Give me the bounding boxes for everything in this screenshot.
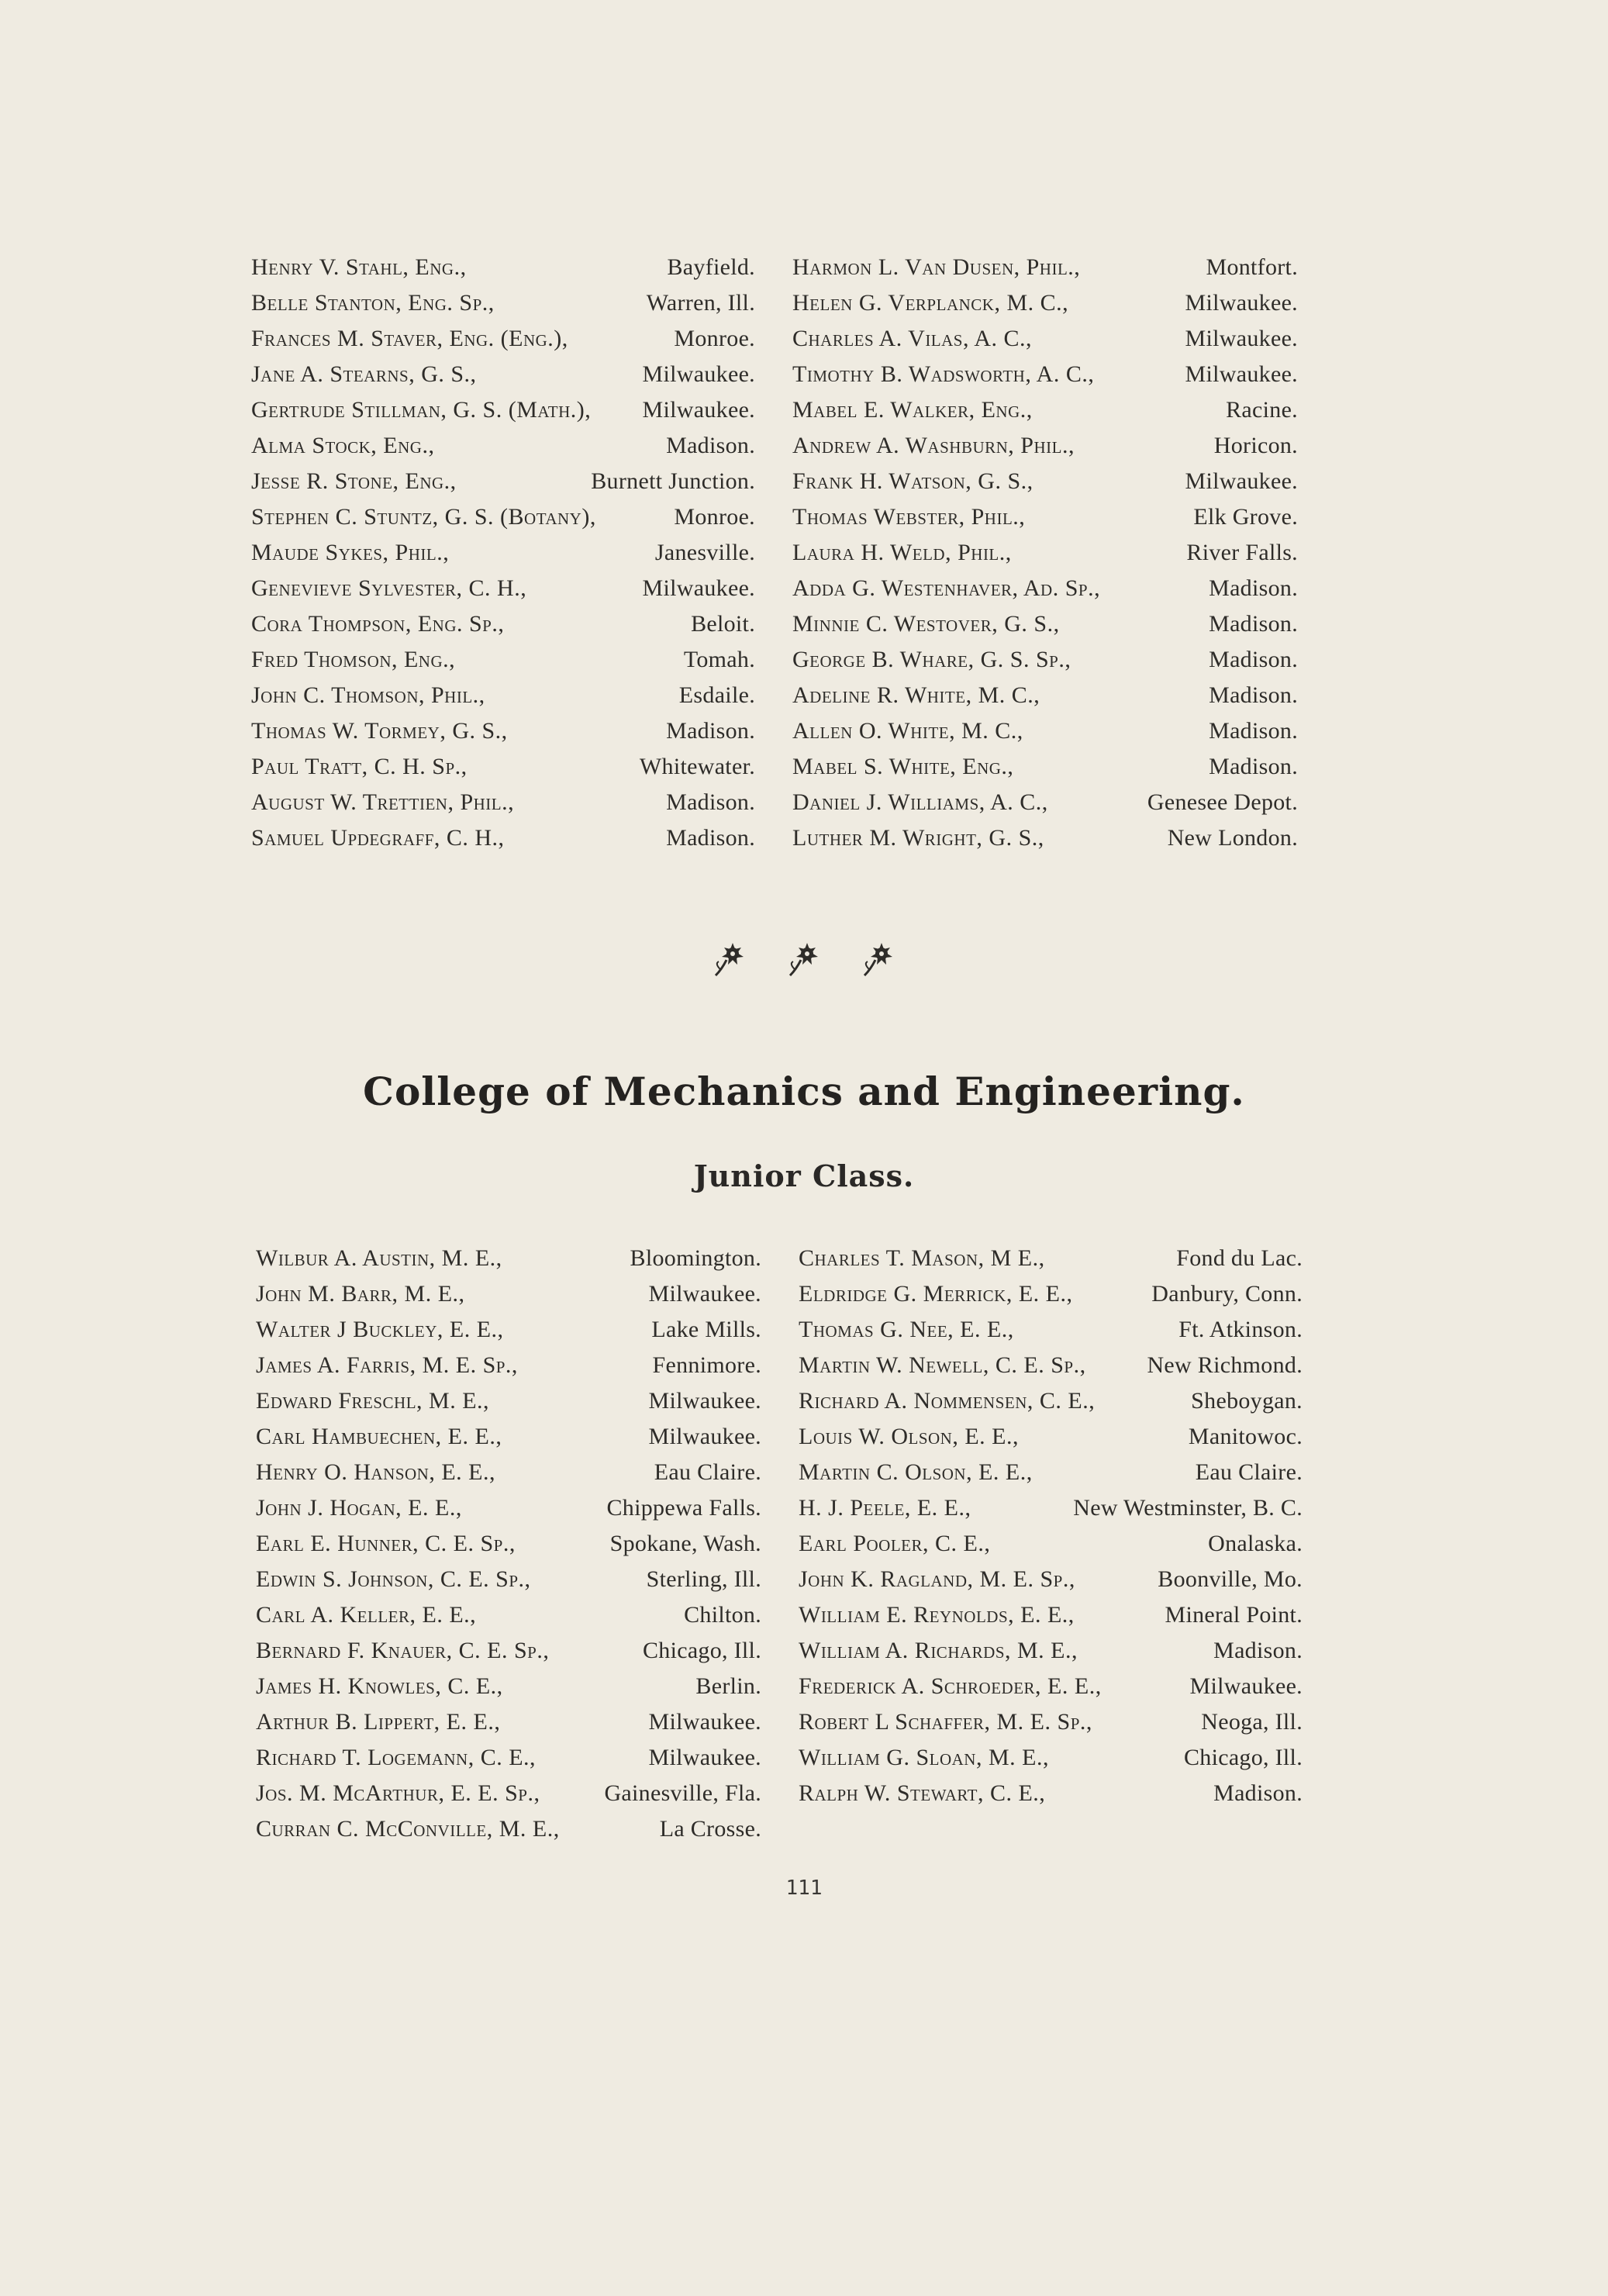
list-item (251, 642, 755, 678)
student-name: Eldridge G. Merrick, E. E., (799, 1281, 1073, 1307)
list-item (792, 678, 1298, 713)
student-hometown: Madison. (1209, 754, 1298, 779)
list-item (256, 1633, 761, 1669)
list-item (799, 1419, 1303, 1455)
student-hometown: Fond du Lac. (1176, 1245, 1303, 1271)
list-item (799, 1455, 1303, 1490)
list-item (792, 428, 1298, 464)
student-name: William G. Sloan, M. E., (799, 1745, 1049, 1770)
list-item (256, 1276, 761, 1312)
student-hometown: Ft. Atkinson. (1178, 1317, 1303, 1342)
student-hometown: Madison. (1213, 1638, 1303, 1663)
student-column-left (256, 1241, 761, 1847)
student-name: Wilbur A. Austin, M. E., (256, 1245, 502, 1271)
student-hometown: Madison. (666, 433, 755, 458)
student-name: Harmon L. Van Dusen, Phil., (792, 254, 1081, 280)
student-hometown: Milwaukee. (648, 1388, 761, 1414)
list-item (251, 464, 755, 499)
student-hometown: Lake Mills. (651, 1317, 761, 1342)
student-name: John C. Thomson, Phil., (251, 682, 485, 708)
student-name: Frederick A. Schroeder, E. E., (799, 1673, 1102, 1699)
student-name: Luther M. Wright, G. S., (792, 825, 1044, 851)
student-name: Alma Stock, Eng., (251, 433, 435, 458)
student-name: Frances M. Staver, Eng. (Eng.), (251, 326, 568, 351)
list-item (256, 1419, 761, 1455)
floral-fleuron-icon (784, 940, 824, 980)
list-item (251, 321, 755, 357)
list-item (251, 606, 755, 642)
student-column-right (799, 1241, 1303, 1811)
student-hometown: Madison. (1209, 682, 1298, 708)
list-item (256, 1776, 761, 1811)
student-hometown: Milwaukee. (1185, 468, 1298, 494)
student-name: Fred Thomson, Eng., (251, 647, 456, 672)
student-hometown: Racine. (1226, 397, 1298, 423)
student-hometown: Monroe. (674, 326, 755, 351)
list-item (792, 713, 1298, 749)
student-name: Earl Pooler, C. E., (799, 1531, 991, 1556)
list-item (799, 1669, 1303, 1704)
student-hometown: Eau Claire. (1195, 1459, 1303, 1485)
list-item (792, 535, 1298, 571)
list-item (799, 1276, 1303, 1312)
class-title: Junior Class. (693, 1158, 915, 1193)
student-name: Cora Thompson, Eng. Sp., (251, 611, 505, 637)
student-hometown: New London. (1167, 825, 1298, 851)
student-name: Richard A. Nommensen, C. E., (799, 1388, 1096, 1414)
student-hometown: Montfort. (1206, 254, 1298, 280)
list-item (799, 1740, 1303, 1776)
student-name: Frank H. Watson, G. S., (792, 468, 1033, 494)
student-hometown: Milwaukee. (642, 397, 755, 423)
student-name: Robert L Schaffer, M. E. Sp., (799, 1709, 1092, 1735)
student-hometown: Sterling, Ill. (646, 1566, 761, 1592)
floral-fleuron-icon (858, 940, 899, 980)
student-name: Henry V. Stahl, Eng., (251, 254, 467, 280)
list-item (792, 250, 1298, 285)
student-hometown: Janesville. (654, 540, 755, 565)
student-name: Allen O. White, M. C., (792, 718, 1023, 744)
section-title: College of Mechanics and Engineering. (363, 1069, 1245, 1114)
student-hometown: Milwaukee. (642, 575, 755, 601)
student-name: Ralph W. Stewart, C. E., (799, 1780, 1046, 1806)
list-item (256, 1811, 761, 1847)
student-hometown: Madison. (1209, 718, 1298, 744)
student-hometown: New Richmond. (1147, 1352, 1303, 1378)
student-name: Helen G. Verplanck, M. C., (792, 290, 1069, 316)
student-name: Paul Tratt, C. H. Sp., (251, 754, 468, 779)
student-hometown: Chicago, Ill. (1183, 1745, 1303, 1770)
list-item (792, 285, 1298, 321)
student-hometown: Esdaile. (678, 682, 755, 708)
student-hometown: Warren, Ill. (646, 290, 755, 316)
list-item (251, 820, 755, 856)
student-hometown: Chicago, Ill. (642, 1638, 761, 1663)
list-item (256, 1312, 761, 1348)
student-name: Thomas W. Tormey, G. S., (251, 718, 508, 744)
list-item (256, 1597, 761, 1633)
list-item (251, 749, 755, 785)
list-item (256, 1490, 761, 1526)
student-name: Charles A. Vilas, A. C., (792, 326, 1032, 351)
student-name: Carl A. Keller, E. E., (256, 1602, 477, 1628)
list-item (799, 1312, 1303, 1348)
list-item (792, 357, 1298, 392)
student-list-continued (251, 250, 1298, 870)
student-hometown: Madison. (1209, 647, 1298, 672)
student-name: Mabel S. White, Eng., (792, 754, 1014, 779)
list-item (799, 1526, 1303, 1562)
student-name: Daniel J. Williams, A. C., (792, 789, 1048, 815)
student-hometown: Milwaukee. (648, 1424, 761, 1449)
ornament-divider (0, 940, 1608, 986)
list-item (792, 571, 1298, 606)
student-name: Edwin S. Johnson, C. E. Sp., (256, 1566, 531, 1592)
junior-class-list (256, 1241, 1303, 1853)
student-name: H. J. Peele, E. E., (799, 1495, 971, 1521)
list-item (251, 499, 755, 535)
student-name: Timothy B. Wadsworth, A. C., (792, 361, 1095, 387)
student-hometown: Chilton. (684, 1602, 761, 1628)
student-name: John J. Hogan, E. E., (256, 1495, 462, 1521)
student-name: Adeline R. White, M. C., (792, 682, 1040, 708)
list-item (256, 1348, 761, 1383)
list-item (256, 1383, 761, 1419)
student-column-left (251, 250, 755, 856)
list-item (251, 713, 755, 749)
list-item (799, 1776, 1303, 1811)
student-hometown: Horicon. (1213, 433, 1298, 458)
student-name: Laura H. Weld, Phil., (792, 540, 1012, 565)
student-name: Edward Freschl, M. E., (256, 1388, 490, 1414)
list-item (799, 1383, 1303, 1419)
student-hometown: Milwaukee. (648, 1745, 761, 1770)
student-hometown: Genesee Depot. (1147, 789, 1298, 815)
student-hometown: Mineral Point. (1165, 1602, 1303, 1628)
list-item (792, 464, 1298, 499)
student-name: Charles T. Mason, M E., (799, 1245, 1045, 1271)
student-name: James H. Knowles, C. E., (256, 1673, 503, 1699)
student-name: Genevieve Sylvester, C. H., (251, 575, 527, 601)
student-hometown: Boonville, Mo. (1158, 1566, 1303, 1592)
list-item (799, 1597, 1303, 1633)
list-item (792, 785, 1298, 820)
student-hometown: Bayfield. (667, 254, 755, 280)
list-item (251, 785, 755, 820)
student-name: Stephen C. Stuntz, G. S. (Botany), (251, 504, 596, 530)
list-item (251, 392, 755, 428)
student-hometown: Madison. (666, 718, 755, 744)
list-item (799, 1562, 1303, 1597)
student-name: Earl E. Hunner, C. E. Sp., (256, 1531, 516, 1556)
list-item (792, 321, 1298, 357)
student-hometown: Milwaukee. (648, 1281, 761, 1307)
student-hometown: Bloomington. (630, 1245, 761, 1271)
student-name: Samuel Updegraff, C. H., (251, 825, 505, 851)
student-name: August W. Trettien, Phil., (251, 789, 515, 815)
student-name: Louis W. Olson, E. E., (799, 1424, 1020, 1449)
student-hometown: Tomah. (683, 647, 755, 672)
list-item (799, 1704, 1303, 1740)
student-hometown: Danbury, Conn. (1151, 1281, 1303, 1307)
student-name: Thomas Webster, Phil., (792, 504, 1026, 530)
student-hometown: Madison. (1209, 611, 1298, 637)
list-item (256, 1455, 761, 1490)
list-item (256, 1526, 761, 1562)
student-hometown: Milwaukee. (1185, 326, 1298, 351)
student-name: Adda G. Westenhaver, Ad. Sp., (792, 575, 1101, 601)
student-name: Arthur B. Lippert, E. E., (256, 1709, 501, 1735)
student-hometown: Manitowoc. (1188, 1424, 1303, 1449)
list-item (792, 606, 1298, 642)
student-hometown: Madison. (666, 789, 755, 815)
student-hometown: Beloit. (691, 611, 755, 637)
list-item (792, 392, 1298, 428)
student-name: Maude Sykes, Phil., (251, 540, 450, 565)
student-hometown: New Westminster, B. C. (1073, 1495, 1303, 1521)
student-hometown: Sheboygan. (1191, 1388, 1303, 1414)
list-item (792, 499, 1298, 535)
list-item (792, 642, 1298, 678)
student-hometown: La Crosse. (659, 1816, 761, 1842)
student-name: William E. Reynolds, E. E., (799, 1602, 1075, 1628)
floral-fleuron-icon (709, 940, 750, 980)
student-name: John K. Ragland, M. E. Sp., (799, 1566, 1075, 1592)
student-name: Belle Stanton, Eng. Sp., (251, 290, 495, 316)
list-item (251, 428, 755, 464)
student-name: Henry O. Hanson, E. E., (256, 1459, 495, 1485)
student-column-right (792, 250, 1298, 856)
list-item (799, 1241, 1303, 1276)
student-name: Martin W. Newell, C. E. Sp., (799, 1352, 1086, 1378)
list-item (799, 1633, 1303, 1669)
student-hometown: Milwaukee. (1185, 290, 1298, 316)
student-name: Gertrude Stillman, G. S. (Math.), (251, 397, 592, 423)
student-name: Thomas G. Nee, E. E., (799, 1317, 1014, 1342)
student-hometown: Eau Claire. (654, 1459, 761, 1485)
student-hometown: Onalaska. (1208, 1531, 1303, 1556)
student-name: Bernard F. Knauer, C. E. Sp., (256, 1638, 550, 1663)
student-name: Jesse R. Stone, Eng., (251, 468, 457, 494)
student-name: Andrew A. Washburn, Phil., (792, 433, 1075, 458)
student-name: John M. Barr, M. E., (256, 1281, 465, 1307)
student-name: Martin C. Olson, E. E., (799, 1459, 1033, 1485)
list-item (256, 1704, 761, 1740)
student-hometown: Whitewater. (639, 754, 755, 779)
student-hometown: Neoga, Ill. (1201, 1709, 1303, 1735)
student-hometown: Milwaukee. (642, 361, 755, 387)
student-hometown: Milwaukee. (1189, 1673, 1303, 1699)
student-name: Curran C. McConville, M. E., (256, 1816, 560, 1842)
student-name: Mabel E. Walker, Eng., (792, 397, 1033, 423)
list-item (251, 678, 755, 713)
student-hometown: Madison. (1213, 1780, 1303, 1806)
student-name: Carl Hambuechen, E. E., (256, 1424, 502, 1449)
student-hometown: Elk Grove. (1193, 504, 1298, 530)
student-name: Jos. M. McArthur, E. E. Sp., (256, 1780, 540, 1806)
list-item (251, 571, 755, 606)
list-item (251, 285, 755, 321)
student-hometown: Berlin. (695, 1673, 761, 1699)
list-item (799, 1490, 1303, 1526)
list-item (251, 357, 755, 392)
student-name: George B. Whare, G. S. Sp., (792, 647, 1071, 672)
student-hometown: Milwaukee. (648, 1709, 761, 1735)
list-item (256, 1241, 761, 1276)
list-item (799, 1348, 1303, 1383)
student-hometown: Burnett Junction. (591, 468, 755, 494)
list-item (251, 535, 755, 571)
student-name: Richard T. Logemann, C. E., (256, 1745, 537, 1770)
student-hometown: Milwaukee. (1185, 361, 1298, 387)
student-hometown: Chippewa Falls. (606, 1495, 761, 1521)
list-item (256, 1669, 761, 1704)
student-name: Walter J Buckley, E. E., (256, 1317, 504, 1342)
student-hometown: Madison. (1209, 575, 1298, 601)
student-name: Minnie C. Westover, G. S., (792, 611, 1060, 637)
list-item (251, 250, 755, 285)
student-hometown: River Falls. (1186, 540, 1298, 565)
page-number: 111 (785, 1877, 823, 1900)
student-name: William A. Richards, M. E., (799, 1638, 1078, 1663)
student-hometown: Monroe. (674, 504, 755, 530)
student-hometown: Madison. (666, 825, 755, 851)
student-name: Jane A. Stearns, G. S., (251, 361, 477, 387)
list-item (256, 1740, 761, 1776)
student-hometown: Fennimore. (652, 1352, 761, 1378)
list-item (256, 1562, 761, 1597)
student-hometown: Spokane, Wash. (609, 1531, 761, 1556)
student-hometown: Gainesville, Fla. (604, 1780, 761, 1806)
list-item (792, 820, 1298, 856)
student-name: James A. Farris, M. E. Sp., (256, 1352, 518, 1378)
list-item (792, 749, 1298, 785)
